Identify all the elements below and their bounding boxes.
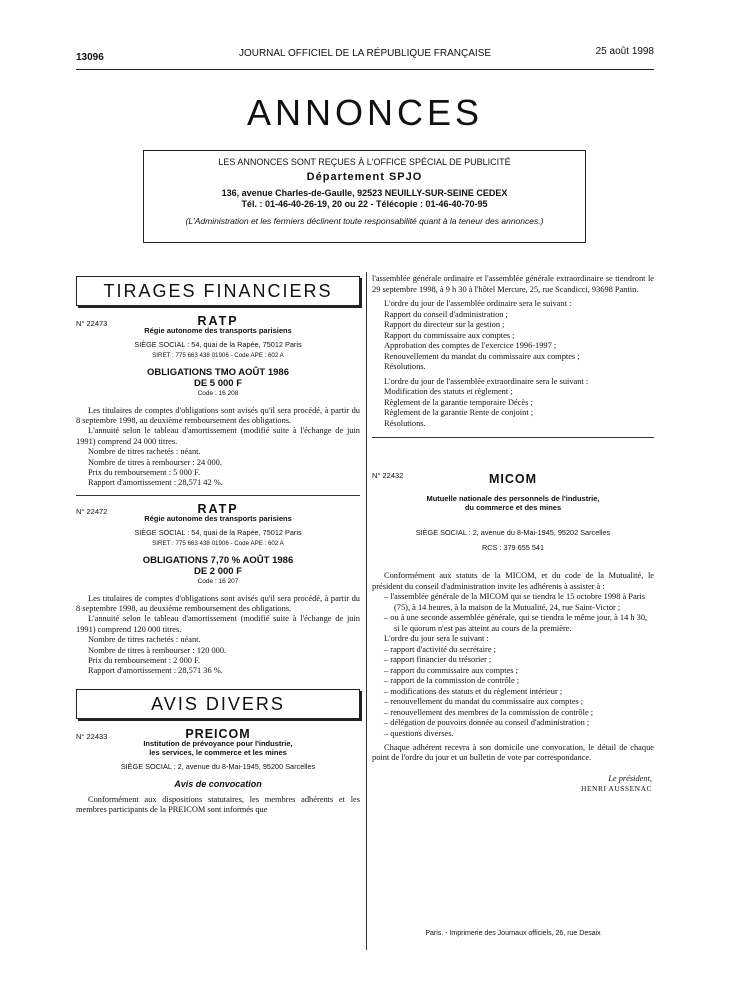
list-item: Résolutions. <box>384 418 426 428</box>
bond-title: OBLIGATIONS TMO AOÛT 1986 <box>147 367 289 379</box>
bond-code: Code : 16 208 <box>197 390 239 398</box>
journal-title: JOURNAL OFFICIEL DE LA RÉPUBLIQUE FRANÇAISE <box>238 48 492 59</box>
list-item: – modifications des statuts et du règlement intérieur ; <box>384 686 563 696</box>
list-item: Rapport du conseil d'administration ; <box>384 309 508 319</box>
company-name: PREICOM <box>185 726 251 741</box>
registered-office: SIÈGE SOCIAL : 54, quai de la Rapée, 75012 Paris <box>134 340 302 350</box>
list-item: – l'assemblée générale de la MICOM qui se tiendra le 15 octobre 1998 à Paris (75), à 14 heures, à la maison de la Mutualité, 24, rue Saint-Victor ; <box>384 592 646 612</box>
list-item: Nombre de titres rachetés : néant. <box>88 447 201 457</box>
company-name: RATP <box>197 501 239 516</box>
list-item: – ou à une seconde assemblée générale, qui se tiendra le même jour, à 14 h 30, si le quorum n'est pas atteint au cours de la première. <box>384 613 648 633</box>
announcement-22472 <box>76 501 360 677</box>
announcement-number: N° 22432 <box>372 471 404 480</box>
list-item: Rapport du directeur sur la gestion ; <box>384 320 505 329</box>
list-item: – rapport d'activité du secrétaire ; <box>384 644 496 654</box>
notice-line: LES ANNONCES SONT REÇUES À L'OFFICE SPÉCIAL DE PUBLICITÉ <box>218 157 511 167</box>
paragraph: Conformément aux dispositions statutaires, les membres adhérents et les membres participants de la PREICOM sont informés que <box>76 794 360 815</box>
list-item: Nombre de titres à rembourser : 24 000. <box>88 457 222 467</box>
bond-amount: DE 2 000 F <box>193 566 243 578</box>
company-subtitle: Régie autonome des transports parisiens <box>144 514 292 524</box>
registered-office: SIÈGE SOCIAL : 54, quai de la Rapée, 75012 Paris <box>134 528 302 538</box>
paragraph: Chaque adhérent recevra à son domicile une convocation, le détail de chaque point de l'ordre du jour et un bulletin de vote par correspondance. <box>372 743 654 763</box>
announcement-number: N° 22472 <box>76 506 108 516</box>
imprint: Paris. - Imprimerie des Journaux officiels, 26, rue Desaix <box>425 930 601 937</box>
company-subtitle: Régie autonome des transports parisiens <box>144 326 292 336</box>
list-item: – délégation de pouvoirs donnée au conseil d'administration ; <box>384 718 590 728</box>
separator <box>76 495 360 496</box>
notice-phone: Tél. : 01-46-40-26-19, 20 ou 22 - Télécopie : 01-46-40-70-95 <box>241 199 488 209</box>
list-item: Prix du remboursement : 2 000 F. <box>88 655 201 665</box>
list-item: Approbation des comptes de l'exercice 1996-1997 ; <box>384 341 557 350</box>
list-item: Nombre de titres à rembourser : 120 000. <box>88 645 227 655</box>
list-item: – rapport du commissaire aux comptes ; <box>384 665 518 675</box>
list-item: – renouvellement des membres de la commission de contrôle ; <box>384 707 594 717</box>
list-item: Règlement de la garantie Rente de conjoint ; <box>384 408 534 417</box>
list-item: – questions diverses. <box>384 728 454 738</box>
list-item: Rapport d'amortissement : 28,571 36 %. <box>88 666 223 676</box>
announcement-number: N° 22433 <box>76 731 108 741</box>
list-item: Rapport du commissaire aux comptes ; <box>384 330 515 340</box>
paragraph: l'assemblée générale ordinaire et l'assemblée générale extraordinaire se tiendront le 29 septembre 1998, à 9 h 30 à l'hôtel Mercure, 25, rue Scandicci, 93698 Pantin. <box>372 274 654 294</box>
list-item: Prix du remboursement : 5 000 F. <box>88 468 201 478</box>
list-item: Résolutions. <box>384 362 426 371</box>
left-column <box>76 276 360 816</box>
list-item: – rapport financier du trésorier ; <box>384 655 492 665</box>
registered-office: SIÈGE SOCIAL : 2, avenue du 8-Mai-1945, 95200 Sarcelles <box>120 762 316 772</box>
announcement-22432 <box>372 468 654 795</box>
bond-title: OBLIGATIONS 7,70 % AOÛT 1986 <box>142 555 294 567</box>
agenda-intro: L'ordre du jour de l'assemblée ordinaire sera le suivant : <box>384 299 572 308</box>
company-subtitle: du commerce et des mines <box>464 503 562 513</box>
announcement-22473 <box>76 316 360 496</box>
agenda-intro: L'ordre du jour sera le suivant : <box>384 634 489 644</box>
column-divider <box>366 272 367 950</box>
company-name: MICOM <box>488 472 538 486</box>
rcs-number: RCS : 379 655 541 <box>481 542 545 552</box>
notice-box <box>143 150 586 243</box>
agenda-intro: L'ordre du jour de l'assemblée extraordinaire sera le suivant : <box>384 376 589 386</box>
running-header <box>76 44 654 70</box>
list-item: Nombre de titres rachetés : néant. <box>88 635 201 645</box>
issue-date: 25 août 1998 <box>595 46 654 57</box>
bond-amount: DE 5 000 F <box>193 378 243 390</box>
company-subtitle: les services, le commerce et les mines <box>149 748 287 758</box>
paragraph: Conformément aux statuts de la MICOM, et du code de la Mutualité, le président du conseil d'administration invite les adhérents à assister à : <box>372 571 654 591</box>
bond-code: Code : 16 207 <box>197 578 239 586</box>
notice-address: 136, avenue Charles-de-Gaulle, 92523 NEUILLY-SUR-SEINE CEDEX <box>221 188 508 198</box>
company-subtitle: Mutuelle nationale des personnels de l'industrie, <box>426 494 600 504</box>
list-item: – rapport de la commission de contrôle ; <box>384 676 520 686</box>
page-title: ANNONCES <box>246 92 484 133</box>
paragraph: L'annuité selon le tableau d'amortissement (modifié suite à l'échange de juin 1991) comprend 120 000 titres. <box>76 614 360 634</box>
siret: SIRET : 775 663 438 01906 - Code APE : 602 A <box>152 539 284 547</box>
siret: SIRET : 775 663 438 01906 - Code APE : 602 A <box>152 351 284 359</box>
list-item: Rapport d'amortissement : 28,571 42 %. <box>88 478 223 488</box>
section-heading-tirages: TIRAGES FINANCIERS <box>76 276 360 306</box>
notice-department: Département SPJO <box>306 171 423 183</box>
list-item: Renouvellement du mandat du commissaire aux comptes ; <box>384 351 580 361</box>
list-item: Règlement de la garantie temporaire Décès ; <box>384 397 533 407</box>
paragraph: Les titulaires de comptes d'obligations sont avisés qu'il sera procédé, à partir du 8 septembre 1998, au deuxième remboursement des obligations. <box>76 405 360 426</box>
notice-disclaimer: (L'Administration et les fermiers déclinent toute responsabilité quant à la teneur des annonces.) <box>185 216 544 226</box>
convocation-heading: Avis de convocation <box>174 778 262 789</box>
company-name: RATP <box>197 314 239 328</box>
signer-name: HENRI AUSSENAC <box>581 784 652 794</box>
company-subtitle: Institution de prévoyance pour l'industrie, <box>143 739 293 749</box>
paragraph: L'annuité selon le tableau d'amortissement (modifié suite à l'échange de juin 1991) comprend 24 000 titres. <box>76 426 360 446</box>
list-item: Modification des statuts et règlement ; <box>384 387 513 396</box>
list-item: – renouvellement du mandat du commissaire aux comptes ; <box>384 697 584 707</box>
paragraph: Les titulaires de comptes d'obligations sont avisés qu'il sera procédé, à partir du 8 septembre 1998, au deuxième remboursement des obligations. <box>76 593 360 613</box>
registered-office: SIÈGE SOCIAL : 2, avenue du 8-Mai-1945, 95202 Sarcelles <box>415 528 611 538</box>
announcement-22433 <box>76 726 360 816</box>
section-heading-avis: AVIS DIVERS <box>76 689 360 719</box>
signer-title: Le président, <box>608 773 652 783</box>
page-number: 13096 <box>76 52 104 63</box>
right-column <box>372 274 654 795</box>
separator <box>372 437 654 438</box>
announcement-number: N° 22473 <box>76 319 108 328</box>
